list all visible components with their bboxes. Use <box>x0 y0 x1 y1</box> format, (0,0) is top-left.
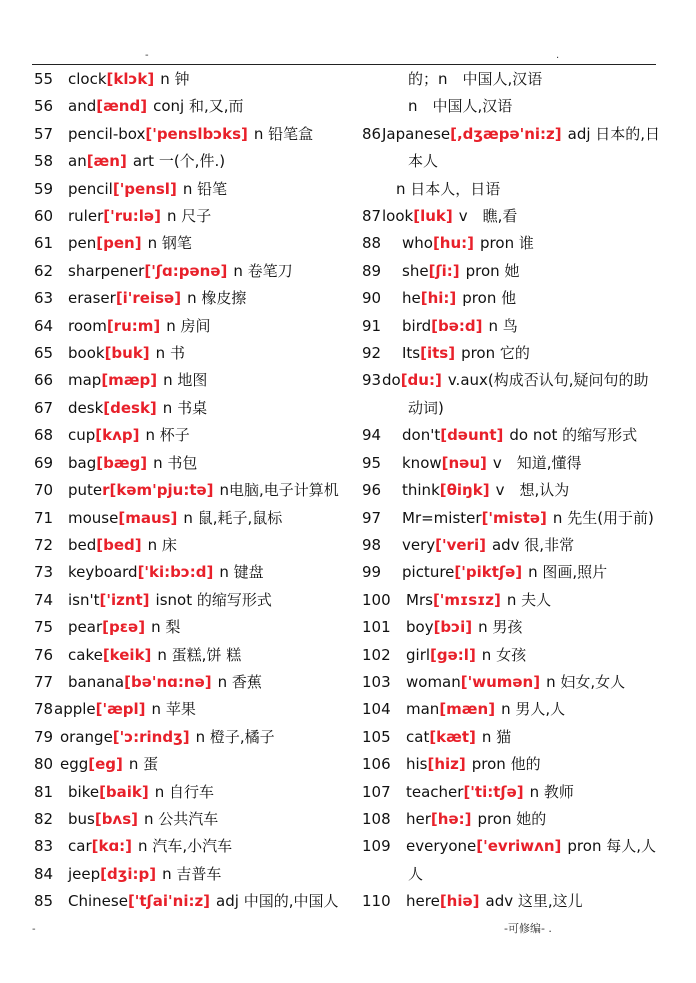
vocab-entry <box>34 614 354 641</box>
entry-word: do <box>382 371 401 390</box>
entry-definition: adj 日本的,日 <box>567 124 661 143</box>
entry-number: 61 <box>34 234 54 253</box>
entry-definition: n 钟 <box>160 70 190 88</box>
entry-number: 80 <box>34 755 54 774</box>
entry-number: 87 <box>362 207 382 226</box>
entry-number: 98 <box>362 535 382 554</box>
entry-phonetic: ['ti:tʃə] <box>463 782 524 801</box>
entry-number: 57 <box>34 124 54 143</box>
entry-phonetic: [buk] <box>104 344 150 363</box>
entry-word: don't <box>402 426 441 445</box>
entry-definition: n 地图 <box>163 371 208 390</box>
vocab-entry <box>362 751 662 778</box>
entry-number: 110 <box>362 892 391 911</box>
entry-number: 92 <box>362 344 382 363</box>
entry-number: 68 <box>34 426 54 445</box>
vocab-entry <box>362 422 662 449</box>
entry-definition: n 杯子 <box>145 426 190 445</box>
entry-word: teacher <box>406 782 464 801</box>
entry-definition: adv 这里,这儿 <box>485 892 583 911</box>
entry-word: look <box>382 207 414 226</box>
entry-phonetic: [bə'nɑ:nə] <box>124 672 212 691</box>
entry-phonetic: [mæp] <box>101 371 158 390</box>
entry-phonetic: [bɔi] <box>433 618 473 637</box>
vocab-entry <box>362 340 662 367</box>
entry-definition: do not 的缩写形式 <box>509 426 638 445</box>
entry-phonetic: [ænd] <box>96 97 148 116</box>
vocab-entry <box>34 779 354 806</box>
entry-definition: v 瞧,看 <box>458 207 518 226</box>
entry-phonetic: ['mistə] <box>481 508 547 527</box>
left-column <box>34 66 354 916</box>
vocab-entry <box>34 833 354 860</box>
entry-word: Mrs <box>406 590 433 609</box>
entry-word: isn't <box>68 590 100 609</box>
entry-number: 99 <box>362 563 382 582</box>
vocab-entry <box>34 532 354 559</box>
entry-definition: n 夫人 <box>506 590 552 609</box>
vocab-entry <box>362 505 662 532</box>
entry-number: 69 <box>34 453 54 472</box>
entry-number: 103 <box>362 672 391 691</box>
vocab-entry <box>362 806 662 833</box>
entry-phonetic: ['evriwʌn] <box>476 837 562 856</box>
entry-word: his <box>406 755 428 774</box>
entry-phonetic: [ru:m] <box>106 316 161 335</box>
entry-definition: n 汽车,小汽车 <box>138 837 233 856</box>
vocab-entry <box>34 888 354 915</box>
entry-phonetic: [bʌs] <box>94 809 138 828</box>
entry-word: pute <box>68 481 103 500</box>
entry-phonetic: ['æpl] <box>95 700 146 719</box>
entry-phonetic: [hu:] <box>432 234 475 253</box>
vocab-entry <box>362 587 662 614</box>
entry-definition: n 床 <box>147 535 177 554</box>
vocab-entry <box>34 422 354 449</box>
entry-definition: pron 它的 <box>461 344 530 363</box>
entry-definition: v 知道,懂得 <box>492 453 582 472</box>
header-right-mark: . <box>556 50 560 61</box>
entry-word: orange <box>60 727 113 746</box>
entry-number: 59 <box>34 179 54 198</box>
entry-word: Japanese <box>382 124 451 143</box>
entry-phonetic: [hiə] <box>439 892 480 911</box>
entry-word: woman <box>406 672 461 691</box>
entry-phonetic: ['piktʃə] <box>454 563 523 582</box>
entry-phonetic: [bed] <box>96 535 142 554</box>
entry-continuation: 本人 <box>408 152 439 171</box>
vocab-entry <box>362 367 662 394</box>
vocab-entry <box>362 203 662 230</box>
entry-number: 96 <box>362 481 382 500</box>
entry-word: everyone <box>406 837 477 856</box>
entry-phonetic: ['penslbɔks] <box>145 124 248 143</box>
vocab-entry <box>34 340 354 367</box>
entry-word: jeep <box>68 864 101 883</box>
entry-number: 72 <box>34 535 54 554</box>
entry-word: Chinese <box>68 892 128 911</box>
entry-word: girl <box>406 645 431 664</box>
entry-definition: conj 和,又,而 <box>153 97 244 116</box>
entry-word: pencil <box>68 179 113 198</box>
vocab-entry <box>362 477 662 504</box>
vocab-entry <box>362 614 662 641</box>
entry-definition: n 图画,照片 <box>528 563 608 582</box>
entry-number: 62 <box>34 261 54 280</box>
entry-number: 77 <box>34 672 54 691</box>
entry-word: pear <box>68 618 103 637</box>
entry-continuation: 动词) <box>408 398 444 417</box>
entry-number: 86 <box>362 124 382 143</box>
entry-number: 71 <box>34 508 54 527</box>
vocab-entry <box>34 669 354 696</box>
entry-definition: n 橡皮擦 <box>187 289 247 308</box>
entry-phonetic: ['iznt] <box>99 590 150 609</box>
entry-number: 84 <box>34 864 54 883</box>
entry-word: keyboard <box>68 563 138 582</box>
entry-phonetic: [pεə] <box>102 618 146 637</box>
vocab-entry <box>34 751 354 778</box>
vocab-entry <box>362 642 662 669</box>
entry-word: very <box>402 535 436 554</box>
entry-definition: n 香蕉 <box>217 672 262 691</box>
entry-word: who <box>402 234 433 253</box>
entry-phonetic: [maus] <box>118 508 178 527</box>
entry-number: 108 <box>362 809 391 828</box>
entry-continuation: n 中国人,汉语 <box>408 97 513 116</box>
entry-definition: n 键盘 <box>219 563 264 582</box>
entry-phonetic: ['ɔ:rindʒ] <box>112 727 190 746</box>
entry-phonetic: [hiz] <box>427 755 466 774</box>
entry-word: pencil-box <box>68 124 146 143</box>
entry-word: pen <box>68 234 97 253</box>
entry-definition: n 先生(用于前) <box>552 508 654 527</box>
entry-number: 89 <box>362 261 382 280</box>
entry-definition: n 男人,人 <box>501 700 566 719</box>
entry-phonetic: ['tʃai'ni:z] <box>127 892 211 911</box>
entry-phonetic: [θiŋk] <box>439 481 490 500</box>
entry-phonetic: [dəunt] <box>440 426 504 445</box>
entry-number: 75 <box>34 618 54 637</box>
entry-word: Mr=mister <box>402 508 482 527</box>
entry-phonetic: [i'reisə] <box>115 289 182 308</box>
entry-word: map <box>68 371 102 390</box>
entry-number: 109 <box>362 837 391 856</box>
entry-number: 67 <box>34 398 54 417</box>
entry-continuation: n 日本人，日语 <box>396 179 501 198</box>
entry-definition: art 一(个,件.) <box>132 152 226 171</box>
entry-phonetic: [kʌp] <box>95 426 140 445</box>
vocab-entry <box>362 724 662 751</box>
vocab-entry <box>362 258 662 285</box>
entry-phonetic: [bə:d] <box>431 316 483 335</box>
entry-word: Its <box>402 344 421 363</box>
vocab-entry <box>34 505 354 532</box>
vocab-entry <box>34 477 354 504</box>
vocab-entry <box>362 121 662 148</box>
entry-definition: n 猫 <box>481 727 512 746</box>
entry-phonetic: ['wumən] <box>460 672 541 691</box>
entry-word: man <box>406 700 440 719</box>
entry-definition: n 书包 <box>153 453 198 472</box>
entry-phonetic: [baik] <box>99 782 149 801</box>
header-left-mark: - <box>145 50 149 61</box>
footer-left-mark: - <box>32 924 36 935</box>
entry-definition: isnot 的缩写形式 <box>155 590 272 609</box>
entry-number: 101 <box>362 618 391 637</box>
entry-word: room <box>68 316 107 335</box>
entry-number: 60 <box>34 207 54 226</box>
entry-word: picture <box>402 563 455 582</box>
entry-number: 95 <box>362 453 382 472</box>
vocab-entry <box>362 888 662 915</box>
entry-definition: pron 每人,人 <box>567 837 656 856</box>
entry-phonetic: [pen] <box>96 234 142 253</box>
entry-definition: adj 中国的,中国人 <box>216 892 339 911</box>
entry-word: she <box>402 261 429 280</box>
entry-definition: n 鼠,耗子,鼠标 <box>183 508 283 527</box>
vocab-entry <box>362 696 662 723</box>
entry-phonetic: [hə:] <box>430 809 472 828</box>
entry-word: car <box>68 837 92 856</box>
entry-word: bus <box>68 809 95 828</box>
entry-number: 90 <box>362 289 382 308</box>
vocab-entry <box>34 395 354 422</box>
entry-definition: n 妇女,女人 <box>546 672 626 691</box>
entry-number: 58 <box>34 152 54 171</box>
entry-number: 97 <box>362 508 382 527</box>
entry-definition: n 书 <box>155 344 185 363</box>
entry-word: book <box>68 344 105 363</box>
entry-word: bed <box>68 535 97 554</box>
vocab-entry <box>362 532 662 559</box>
entry-word: desk <box>68 398 104 417</box>
entry-number: 94 <box>362 426 382 445</box>
entry-definition: n 女孩 <box>481 645 527 664</box>
vocab-entry <box>34 230 354 257</box>
entry-phonetic: [mæn] <box>439 700 496 719</box>
entry-definition: n 书桌 <box>162 398 208 417</box>
vocab-entry <box>34 559 354 586</box>
vocab-entry <box>34 642 354 669</box>
entry-phonetic: ['veri] <box>435 535 486 554</box>
vocab-entry <box>34 66 354 93</box>
entry-number: 74 <box>34 590 54 609</box>
entry-phonetic: [,dʒæpə'ni:z] <box>450 124 562 143</box>
entry-definition: n 房间 <box>166 316 211 335</box>
entry-definition: n 自行车 <box>154 782 215 801</box>
entry-number: 63 <box>34 289 54 308</box>
entry-word: here <box>406 892 440 911</box>
entry-continuation: 的；n 中国人,汉语 <box>408 70 543 88</box>
entry-phonetic: [du:] <box>400 371 442 390</box>
entry-phonetic: [dʒi:p] <box>100 864 157 883</box>
entry-definition: n 梨 <box>151 618 181 637</box>
entry-phonetic: r[kəm'pju:tə] <box>102 481 214 500</box>
entry-phonetic: [keik] <box>102 645 152 664</box>
entry-definition: n 铅笔 <box>182 179 228 198</box>
entry-number: 88 <box>362 234 382 253</box>
entry-phonetic: [æn] <box>86 152 127 171</box>
vocab-entry <box>34 148 354 175</box>
entry-definition: n 教师 <box>529 782 574 801</box>
vocab-entry <box>34 203 354 230</box>
entry-number: 100 <box>362 590 391 609</box>
entry-word: cup <box>68 426 96 445</box>
vocab-entry <box>34 806 354 833</box>
entry-word: bike <box>68 782 100 801</box>
vocab-entry <box>34 696 354 723</box>
entry-definition: n 男孩 <box>478 618 523 637</box>
vocab-entry <box>362 450 662 477</box>
header-rule <box>32 64 656 65</box>
entry-definition: n 蛋糕,饼 糕 <box>157 645 242 664</box>
vocab-entry <box>34 367 354 394</box>
entry-number: 70 <box>34 481 54 500</box>
entry-number: 93 <box>362 371 382 390</box>
right-column <box>362 66 662 916</box>
entry-word: cat <box>406 727 430 746</box>
entry-number: 81 <box>34 782 54 801</box>
entry-number: 82 <box>34 809 54 828</box>
entry-word: clock <box>68 70 107 88</box>
vocab-entry <box>34 258 354 285</box>
entry-number: 85 <box>34 892 54 911</box>
entry-phonetic: [gə:l] <box>430 645 476 664</box>
entry-phonetic: ['pensl] <box>112 179 177 198</box>
entry-number: 102 <box>362 645 391 664</box>
entry-number: 56 <box>34 97 54 116</box>
entry-definition: n 公共汽车 <box>144 809 219 828</box>
entry-definition: pron 他 <box>462 289 517 308</box>
vocab-entry <box>362 669 662 696</box>
entry-definition: pron 他的 <box>471 755 541 774</box>
entry-definition: n 蛋 <box>128 755 159 774</box>
entry-word: banana <box>68 672 125 691</box>
entry-word: cake <box>68 645 103 664</box>
entry-number: 79 <box>34 727 54 746</box>
entry-definition: n 钢笔 <box>147 234 192 253</box>
entry-phonetic: [desk] <box>103 398 157 417</box>
entry-definition: n 吉普车 <box>162 864 222 883</box>
entry-definition: n 尺子 <box>166 207 212 226</box>
entry-definition: n电脑,电子计算机 <box>219 481 339 500</box>
entry-definition: v 想,认为 <box>495 481 570 500</box>
entry-number: 78 <box>34 700 54 719</box>
entry-word: her <box>406 809 431 828</box>
entry-word: think <box>402 481 440 500</box>
entry-phonetic: ['ʃɑ:pənə] <box>144 261 228 280</box>
entry-word: mouse <box>68 508 119 527</box>
entry-definition: n 卷笔刀 <box>233 261 293 280</box>
entry-number: 104 <box>362 700 391 719</box>
entry-word: eraser <box>68 289 116 308</box>
entry-phonetic: ['mɪsɪz] <box>432 590 501 609</box>
vocab-entry <box>362 559 662 586</box>
vocab-entry <box>362 779 662 806</box>
entry-definition: pron 她的 <box>477 809 547 828</box>
entry-word: boy <box>406 618 434 637</box>
entry-number: 64 <box>34 316 54 335</box>
vocab-entry <box>34 176 354 203</box>
vocab-entry <box>34 93 354 120</box>
entry-phonetic: ['ki:bɔ:d] <box>137 563 214 582</box>
entry-phonetic: [hi:] <box>420 289 457 308</box>
entry-number: 105 <box>362 727 391 746</box>
footer-right-text: -可修编- . <box>504 922 552 935</box>
entry-number: 106 <box>362 755 391 774</box>
vocab-entry <box>34 285 354 312</box>
entry-definition: n 铅笔盒 <box>253 124 314 143</box>
vocab-entry <box>362 230 662 257</box>
entry-number: 73 <box>34 563 54 582</box>
vocab-entry <box>34 121 354 148</box>
vocab-entry <box>34 724 354 751</box>
entry-word: ruler <box>68 207 104 226</box>
entry-phonetic: [ʃi:] <box>428 261 460 280</box>
entry-word: and <box>68 97 97 116</box>
entry-number: 83 <box>34 837 54 856</box>
entry-number: 55 <box>34 70 54 88</box>
entry-definition: v.aux(构成否认句,疑问句的助 <box>447 371 649 390</box>
vocab-entry <box>34 861 354 888</box>
entry-word: an <box>68 152 87 171</box>
entry-definition: n 鸟 <box>488 316 518 335</box>
entry-phonetic: [its] <box>420 344 456 363</box>
entry-phonetic: ['ru:lə] <box>103 207 161 226</box>
entry-word: bird <box>402 316 432 335</box>
vocab-entry <box>362 285 662 312</box>
entry-definition: n 苹果 <box>151 700 196 719</box>
entry-word: egg <box>60 755 89 774</box>
entry-word: apple <box>54 700 96 719</box>
entry-number: 76 <box>34 645 54 664</box>
entry-definition: pron 她 <box>465 261 520 280</box>
entry-definition: adv 很,非常 <box>491 535 575 554</box>
entry-word: bag <box>68 453 97 472</box>
entry-definition: n 橙子,橘子 <box>195 727 275 746</box>
vocab-entry <box>34 313 354 340</box>
entry-number: 91 <box>362 316 382 335</box>
entry-phonetic: [nəu] <box>441 453 487 472</box>
entry-phonetic: [eg] <box>88 755 123 774</box>
entry-definition: pron 谁 <box>480 234 534 253</box>
entry-number: 65 <box>34 344 54 363</box>
entry-phonetic: [luk] <box>413 207 453 226</box>
vocab-entry <box>362 833 662 860</box>
entry-word: sharpener <box>68 261 145 280</box>
vocab-entry <box>34 450 354 477</box>
vocab-entry <box>362 313 662 340</box>
entry-phonetic: [kɑ:] <box>91 837 133 856</box>
entry-phonetic: [bæg] <box>96 453 148 472</box>
entry-number: 66 <box>34 371 54 390</box>
entry-word: he <box>402 289 421 308</box>
entry-continuation: 人 <box>408 864 424 883</box>
entry-word: know <box>402 453 442 472</box>
entry-number: 107 <box>362 782 391 801</box>
vocab-entry <box>34 587 354 614</box>
entry-phonetic: [kæt] <box>429 727 476 746</box>
entry-phonetic: [klɔk] <box>106 70 155 88</box>
